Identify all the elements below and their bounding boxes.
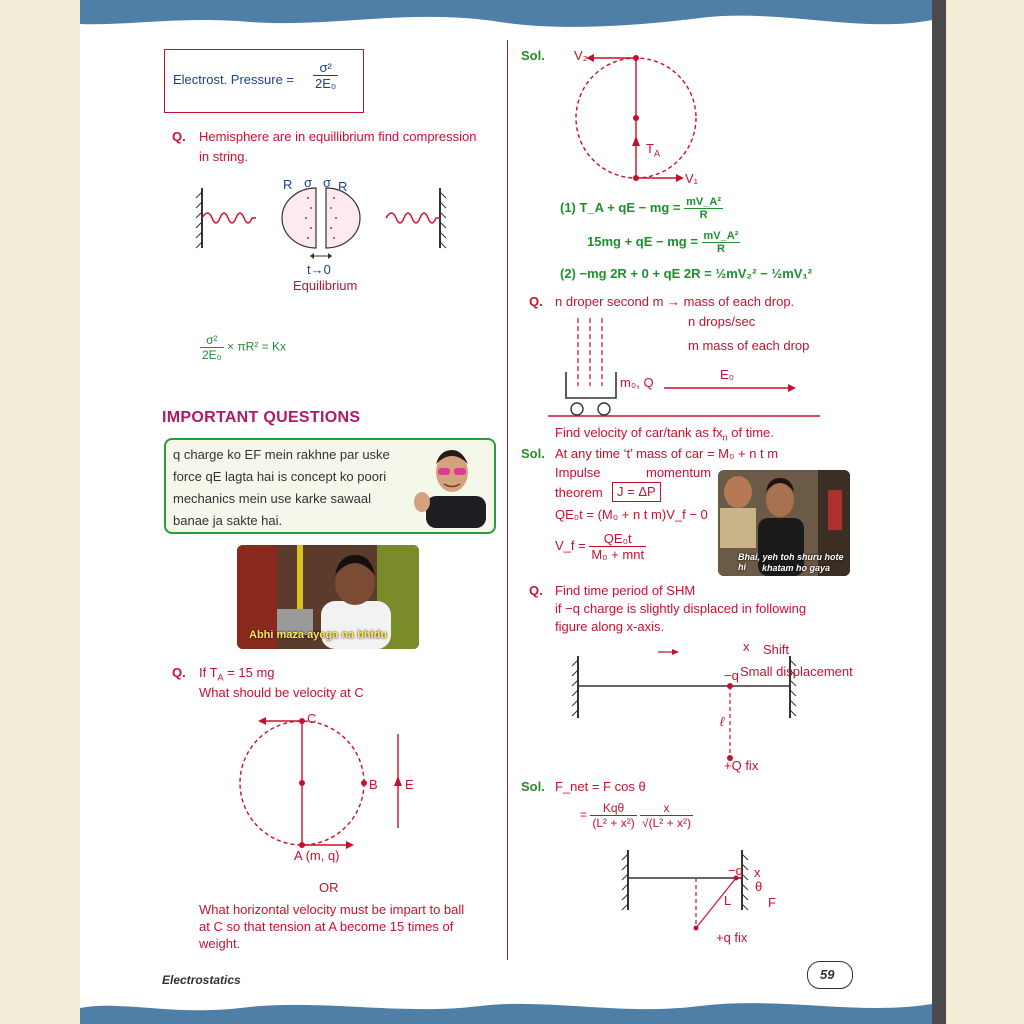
formula-rest: × πR² = Kx: [227, 339, 286, 354]
sol3-equals: =: [580, 807, 588, 822]
eq1-lhs: (1) T_A + qE − mg =: [560, 199, 681, 215]
equation-2: [587, 230, 740, 255]
solution-tag-2: Sol.: [521, 446, 545, 461]
textbook-page: [80, 0, 932, 1024]
eq1-num: mV_A²: [686, 196, 721, 208]
fig6-label-x: x: [754, 865, 761, 880]
equation-1: [560, 196, 723, 221]
solution-2-final: [555, 531, 646, 562]
column-divider: [507, 40, 508, 960]
eq1-fraction: [684, 196, 723, 221]
solution-3-line-1: F_net = F cos θ: [555, 779, 646, 794]
fig5-label-small-displacement: Small displacement: [740, 664, 853, 679]
cart-drops-figure: [546, 314, 826, 420]
sol3-fraction-1: [590, 801, 636, 830]
vertical-circle-figure: [230, 706, 430, 856]
sol3-num2: x: [640, 801, 693, 816]
or-separator: OR: [319, 880, 339, 895]
solution-2-momentum: momentum: [646, 465, 712, 480]
note-line-3: mechanics mein use karke sawaal: [173, 491, 371, 506]
question-3-line-2: [555, 424, 774, 447]
character-figure-1: [410, 442, 492, 528]
question-2-line-2: What should be velocity at C: [199, 685, 364, 700]
note-line-2: force qE lagta hai is concept ko poori: [173, 469, 387, 484]
question-3-line-1: n droper second m → mass of each drop.: [555, 294, 795, 309]
solution-2-line-1: At any time ‘t’ mass of car = M₀ + n t m: [555, 446, 779, 461]
solution-3-equation: [580, 801, 693, 830]
fig6-label-f: F: [768, 895, 776, 910]
concept-note-box: [164, 438, 496, 534]
eq1-den: R: [699, 209, 708, 221]
fig1-label-equilibrium: Equilibrium: [293, 278, 358, 293]
meme-2-caption-line-2: khatam ho gaya: [762, 563, 831, 573]
fig4-label-drops: n drops/sec: [688, 314, 756, 329]
note-line-4: banae ja sakte hai.: [173, 513, 283, 528]
question-4-line-2: if −q charge is slightly displaced in following: [555, 601, 807, 616]
sol3-den1: (L² + x²): [592, 816, 635, 830]
fig2-label-b: B: [369, 777, 378, 792]
meme-image-2: [718, 470, 850, 576]
question-4-line-1: Find time period of SHM: [555, 583, 696, 598]
impulse-theorem-box: J = ΔP: [612, 482, 661, 502]
question-tag-1: Q.: [172, 129, 186, 144]
vf-lhs: V_f =: [555, 537, 586, 553]
fig5-label-shift: Shift: [763, 642, 790, 657]
question-2-line-5: weight.: [199, 936, 241, 951]
page-number: 59: [820, 967, 835, 982]
sol3-fraction-2: [640, 801, 693, 830]
pressure-fraction: [313, 60, 338, 91]
question-2-line-4: at C so that tension at A become 15 times of: [199, 919, 454, 934]
question-tag-4: Q.: [529, 583, 543, 598]
bottom-wave-banner: [80, 994, 932, 1024]
fig6-label-theta: θ: [755, 879, 763, 894]
top-wave-banner: [80, 0, 932, 34]
fig1-label-r2: R: [338, 179, 348, 194]
fig3-t: T: [646, 141, 654, 156]
solution-tag-3: Sol.: [521, 779, 545, 794]
question-4-line-3: figure along x-axis.: [555, 619, 665, 634]
page-edge-shadow: [932, 0, 946, 1024]
page-number-badge: [807, 961, 853, 989]
fig3-label-v1: V₁: [685, 171, 699, 186]
fig4-label-e0: E₀: [720, 367, 735, 382]
solution-2-impulse: Impulse: [555, 465, 601, 480]
question-1-line-1: Hemisphere are in equillibrium find compression: [199, 129, 477, 144]
pressure-numerator: σ²: [313, 60, 338, 76]
fig6-label-plus-q: +q fix: [716, 930, 748, 945]
eq2-fraction: [702, 230, 741, 255]
fig1-label-sigma1: σ: [304, 175, 313, 190]
fig6-label-l: L: [724, 893, 732, 908]
sol3-den2: √(L² + x²): [642, 816, 691, 830]
fig2-label-e: E: [405, 777, 414, 792]
q2-value: = 15 mg: [223, 665, 275, 680]
fig1-label-t0: t→0: [307, 262, 331, 277]
hemisphere-spring-figure: [192, 172, 452, 272]
pressure-denominator: 2E₀: [315, 76, 337, 91]
eq2-lhs: 15mg + qE − mg =: [587, 233, 698, 249]
meme-2-caption-line-1: Bhai, yeh toh shuru hote hi: [738, 552, 844, 572]
fig2-label-c: C: [307, 711, 317, 726]
fig4-label-m0q: m₀, Q: [620, 375, 654, 390]
fig3-label-v2: V₂: [574, 48, 588, 63]
eq2-num: mV_A²: [703, 230, 739, 242]
fig1-label-r1: R: [283, 177, 293, 192]
eq3-rhs: ½mV₂² − ½mV₁²: [715, 266, 813, 281]
pressure-label: Electrost. Pressure =: [173, 72, 295, 87]
fig2-label-a: A (m, q): [294, 848, 340, 863]
eq2-den: R: [716, 243, 725, 255]
fig1-label-sigma2: σ: [323, 175, 332, 190]
fig3-label-ta: [646, 140, 660, 163]
important-questions-heading: IMPORTANT QUESTIONS: [162, 409, 361, 426]
compression-formula: [200, 333, 286, 362]
question-tag-3: Q.: [529, 294, 543, 309]
q3-find: Find velocity of car/tank as fx: [555, 425, 723, 440]
chapter-footer: Electrostatics: [162, 973, 241, 987]
meme-image-1: [237, 545, 419, 649]
fig5-label-l: ℓ: [720, 714, 725, 729]
fig5-label-plus-q: +Q fix: [724, 758, 759, 773]
solution-tag-1: Sol.: [521, 48, 545, 63]
note-line-1: q charge ko EF mein rakhne par uske: [173, 447, 390, 462]
fig4-label-mass: m mass of each drop: [688, 338, 810, 353]
solution-2-theorem: theorem: [555, 485, 603, 500]
pressure-formula-box: [164, 49, 364, 113]
fig5-label-minus-q: −q: [724, 668, 739, 683]
solution-2-line-4: QE₀t = (M₀ + n t m)V_f − 0: [555, 507, 708, 522]
fig3-sub-a: A: [653, 148, 660, 159]
question-tag-2: Q.: [172, 665, 186, 680]
question-1-line-2: in string.: [199, 149, 249, 164]
meme-1-caption: Abhi maza ayega na bhidu: [249, 629, 388, 641]
q2-if-t: If T: [199, 665, 218, 680]
fig6-label-minus-q: −q: [728, 863, 743, 878]
formula-fraction: [200, 333, 224, 362]
q2-sub-a: A: [217, 672, 224, 683]
vf-num: QE₀t: [589, 531, 646, 547]
formula-denominator: 2E₀: [202, 348, 222, 362]
vf-den: M₀ + mnt: [591, 547, 645, 562]
formula-numerator: σ²: [200, 333, 224, 348]
q3-of-time: of time.: [727, 425, 774, 440]
question-2-line-3: What horizontal velocity must be impart to ball: [199, 902, 465, 917]
vf-fraction: [589, 531, 646, 562]
eq3-lhs: (2) −mg 2R + 0 + qE 2R =: [560, 266, 712, 281]
q3-sub-n: n: [722, 432, 728, 443]
equation-3: [560, 266, 812, 281]
fig5-label-x: x: [743, 639, 750, 654]
sol3-num1: Kqθ: [590, 801, 636, 816]
